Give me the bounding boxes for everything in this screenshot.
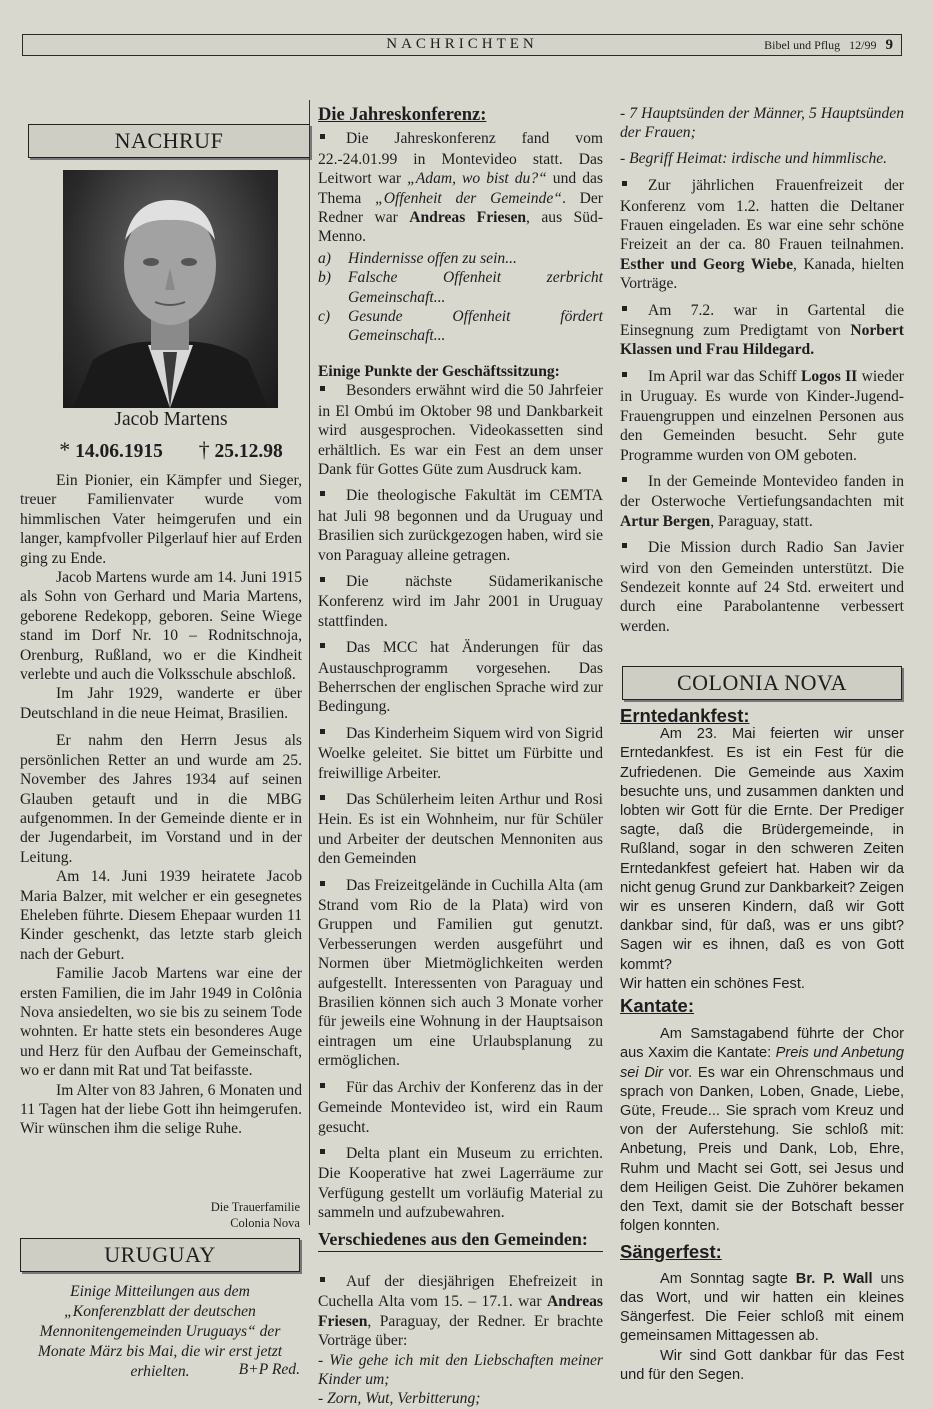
list-item: c) Gesunde Offenheit fördert Gemeinschaft... (318, 308, 603, 345)
colonia-nova-heading: COLONIA NOVA (622, 666, 902, 700)
publication-name: Bibel und Pflug (764, 38, 841, 52)
issue-info (764, 37, 893, 54)
erntedank-heading: Erntedankfest: (620, 705, 750, 726)
colonia-nova-block (620, 706, 904, 1385)
talk-item: - Zorn, Wut, Verbitterung; (318, 1390, 481, 1408)
saengerfest-text: Am Sonntag sagte Br. P. Wall uns das Wort, und wir hatten ein kleines Sängerfest. Die Feier schloß mit einem gemeinsamen Mittagessen ab. (620, 1270, 904, 1345)
list-item: Das MCC hat Änderungen für das Austauschprogramm vorgesehen. Das Beherrschen der englischen Sprache wird zur Bedingung. (318, 639, 603, 716)
obituary-signature (211, 1199, 300, 1231)
kantate-text: Am Samstagabend führte der Chor aus Xaxim die Kantate: Preis und Anbetung sei Dir vor. Es war ein Ohrenschmaus und sprach von Danken, Loben, Gnade, Liebe, Güte, Freude... Sie sprach vom Kreuz und von der Auferstehung. Sie schloß mit: Anbetung, Preis und Dank, Lob, Ehre, Ruhm und Macht sei Gott, sei Jesus und dem Heiligen Geist. Die Zuhörer bekamen den Text, damit sie der Botschaft besser folgen konnten. (620, 1026, 904, 1235)
deceased-name: Jacob Martens (114, 409, 228, 430)
marriage-retreat: Auf der diesjährigen Ehefreizeit in Cuchella Alta vom 15. – 17.1. war Andreas Friesen, Paraguay, der Redner. Er brachte Vorträge über: (318, 1272, 603, 1350)
radio-mission: Die Mission durch Radio San Javier wird von den Gemeinden unterstützt. Die Sendezeit konnte auf 24 Std. erweitert und durch eine Parabolantenne verbessert werden. (620, 539, 904, 635)
verschiedenes-heading: Verschiedenes aus den Gemeinden: (318, 1230, 603, 1252)
obituary-paragraph: Am 14. Juni 1939 heiratete Jacob Maria Balzer, mit welcher er ein gesegnetes Eheleben führte. Diesem Ehepaar wurden 11 Kinder geschenkt, das letzte starb gleich nach der Geburt. (20, 868, 302, 963)
editor-signature: B+P Red. (238, 1361, 300, 1378)
signature-place: Colonia Nova (230, 1216, 300, 1230)
issue-number: 12/99 (849, 38, 877, 52)
erntedank-text: Am 23. Mai feierten wir unser Erntedankfest. Es ist ein Fest für die Zufriedenen. Die Gemeinde aus Xaxim besuchte uns, und zusammen dankten und lobten wir Gott für die Ernte. Der Prediger sagte, daß die Brüdergemeinde, in Rußland, sogar in den schweren Zeiten Erntedankfest gefeiert hat. Haben wir da nicht genug Grund zur Dankbarkeit? Zeigen wir es unseren Kindern, daß wir Gott dankbar sind, für daß, was er uns gibt? Sagen wir es ihnen, daß es von Gott kommt? (620, 726, 904, 973)
conference-heading: Die Jahreskonferenz: (318, 105, 487, 125)
list-item: Die theologische Fakultät im CEMTA hat Juli 98 begonnen und da Uruguay und Brasilien sich zurückgezogen haben, wird sie von Paraguay alleine getragen. (318, 487, 603, 564)
nachruf-heading: NACHRUF (28, 124, 310, 158)
obituary-paragraph: Er nahm den Herrn Jesus als persönlichen Retter an und wurde am 25. November des Jahres 1934 auf seinen Glauben getauft und in die MBG aufgenommen. In der Gemeinde diente er in der Jugendarbeit, im Vorstand und in der Leitung. (20, 732, 302, 866)
portrait-photo (63, 170, 278, 408)
page-header (22, 34, 902, 56)
erntedank-close: Wir hatten ein schönes Fest. (620, 975, 805, 992)
life-dates (20, 437, 322, 462)
women-retreat: Zur jährlichen Frauenfreizeit der Konferenz vom 1.2. hatten die Deltaner Frauen eingeladen. Es war eine sehr schöne Freizeit an der ca. 80 Frauen teilnahmen. Esther und Georg Wiebe, Kanada, hielten Vorträge. (620, 177, 904, 293)
conference-block (318, 106, 603, 1409)
list-item: Für das Archiv der Konferenz das in der Gemeinde Montevideo ist, wird ein Raum gesucht. (318, 1078, 603, 1136)
born-symbol: * (59, 437, 71, 462)
conference-intro: Die Jahreskonferenz fand vom 22.-24.01.99 in Montevideo statt. Das Leitwort war „Adam, wo bist du?“ und das Thema „Offenheit der Gemeinde“. Der Redner war Andreas Friesen, aus Süd-Menno. (318, 130, 604, 246)
signature-family: Die Trauerfamilie (210, 1200, 300, 1214)
logos-ship: Im April war das Schiff Logos II wieder in Uruguay. Es wurde von Kinder-Jugend- Frauengruppen und einzelnen Personen aus den Gemeinden besucht. Sehr gute Programme wurden von OM geboten. (620, 367, 904, 464)
saengerfest-heading: Sängerfest: (620, 1241, 722, 1263)
business-list (318, 381, 603, 1222)
list-item: Delta plant ein Museum zu errichten. Die Kooperative hat zwei Lagerräume zur Verfügung gestellt um vorläufig Material zu sammeln und aufzubewahren. (318, 1144, 603, 1222)
cross-symbol: † (198, 437, 210, 462)
talk-item: - 7 Hauptsünden der Männer, 5 Hauptsünden der Frauen; (620, 105, 904, 142)
obituary-paragraph: Jacob Martens wurde am 14. Juni 1915 als Sohn von Gerhard und Maria Martens, geborene Redekopp, geboren. Seine Wiege stand im Dorf Nr. 10 – Rodnitschnoja, Orenburg, Rußland, wo er die Kindheit verlebte und auch die Volksschule abschloß. (20, 569, 302, 684)
list-item: Besonders erwähnt wird die 50 Jahrfeier in El Ombú im Oktober 98 und Dankbarkeit wird ausgesprochen. Videokassetten sind erhältlich. Es war ein Fest an dem unser Dank für Gottes Güte zum Ausdruck kam. (318, 382, 603, 478)
talk-item: - Wie gehe ich mit den Liebschaften meiner Kinder um; (318, 1351, 603, 1388)
obituary-text (20, 471, 302, 1139)
list-item: a) Hindernisse offen zu sein... (318, 249, 517, 267)
obituary-paragraph: Im Jahr 1929, wanderte er über Deutschland in die neue Heimat, Brasilien. (20, 685, 302, 722)
list-item: Das Freizeitgelände in Cuchilla Alta (am Strand vom Rio de la Plata) wird von Gruppen und Familien gut genutzt. Verbesserungen werden ausgeführt und Normen über Mietmöglichkeiten werden aufgestellt. Interessenten von Paraguay und Brasilien können sich auch 3 Monate vorher für jeweils eine Wohnung in der Hauptsaison eintragen um eine Urlaubsplanung zu ermöglichen. (318, 876, 603, 1070)
page-number: 9 (885, 37, 893, 53)
death-date: 25.12.98 (214, 441, 283, 462)
ordination: Am 7.2. war in Gartental die Einsegnung zum Predigtamt von Norbert Klassen und Frau Hildegard. (620, 301, 904, 359)
list-item: b) Falsche Offenheit zerbricht Gemeinschaft... (318, 269, 603, 306)
uruguay-intro: Einige Mitteilungen aus dem „Konferenzblatt der deutschen Mennonitengemeinden Uruguays“ der Monate März bis Mai, die wir erst jetzt erhielten. (37, 1283, 283, 1380)
business-heading: Einige Punkte der Geschäftssitzung: (318, 362, 560, 380)
talk-item: - Begriff Heimat: irdische und himmlische. (620, 149, 888, 167)
obituary-paragraph: Familie Jacob Martens war eine der ersten Familien, die im Jahr 1949 in Colônia Nova ansiedelten, wo sie bis zu seinem Tode wohnten. Er hatte stets ein besonderes Auge und Herz für den Aufbau der Gemeinschaft, wo er dann mit Rat und Tat beifasste. (20, 965, 302, 1080)
news-block (620, 104, 904, 643)
saengerfest-close: Wir sind Gott dankbar für das Fest und für den Segen. (620, 1347, 904, 1383)
list-item: Die nächste Südamerikanische Konferenz wird im Jahr 2001 in Uruguay stattfinden. (318, 572, 603, 630)
obituary-paragraph: Ein Pionier, ein Kämpfer und Sieger, treuer Familienvater wurde vom himmlischen Vater heimgerufen und ein langer, kampfvoller Pilgerlauf hier auf Erden ging zu Ende. (20, 472, 302, 567)
easter-devotions: In der Gemeinde Montevideo fanden in der Osterwoche Vertiefungsandachten mit Artur Bergen, Paraguay, statt. (620, 472, 904, 530)
birth-date: 14.06.1915 (75, 441, 163, 462)
section-title: NACHRICHTEN (386, 36, 538, 52)
list-item: Das Schülerheim leiten Arthur und Rosi Hein. Es ist ein Wohnheim, nur für Schüler und Arbeiter der deutschen Mennoniten aus den Gemeinden (318, 791, 603, 868)
uruguay-heading: URUGUAY (20, 1238, 300, 1272)
obituary-paragraph: Im Alter von 83 Jahren, 6 Monaten und 11 Tagen hat der liebe Gott ihn heimgerufen. Wir wünschen ihm die selige Ruhe. (20, 1081, 302, 1138)
kantate-heading: Kantate: (620, 995, 695, 1017)
list-item: Das Kinderheim Siquem wird von Sigrid Woelke geleitet. Sie bittet um Fürbitte und freiwillige Arbeiter. (318, 724, 603, 782)
conference-points (318, 249, 603, 346)
